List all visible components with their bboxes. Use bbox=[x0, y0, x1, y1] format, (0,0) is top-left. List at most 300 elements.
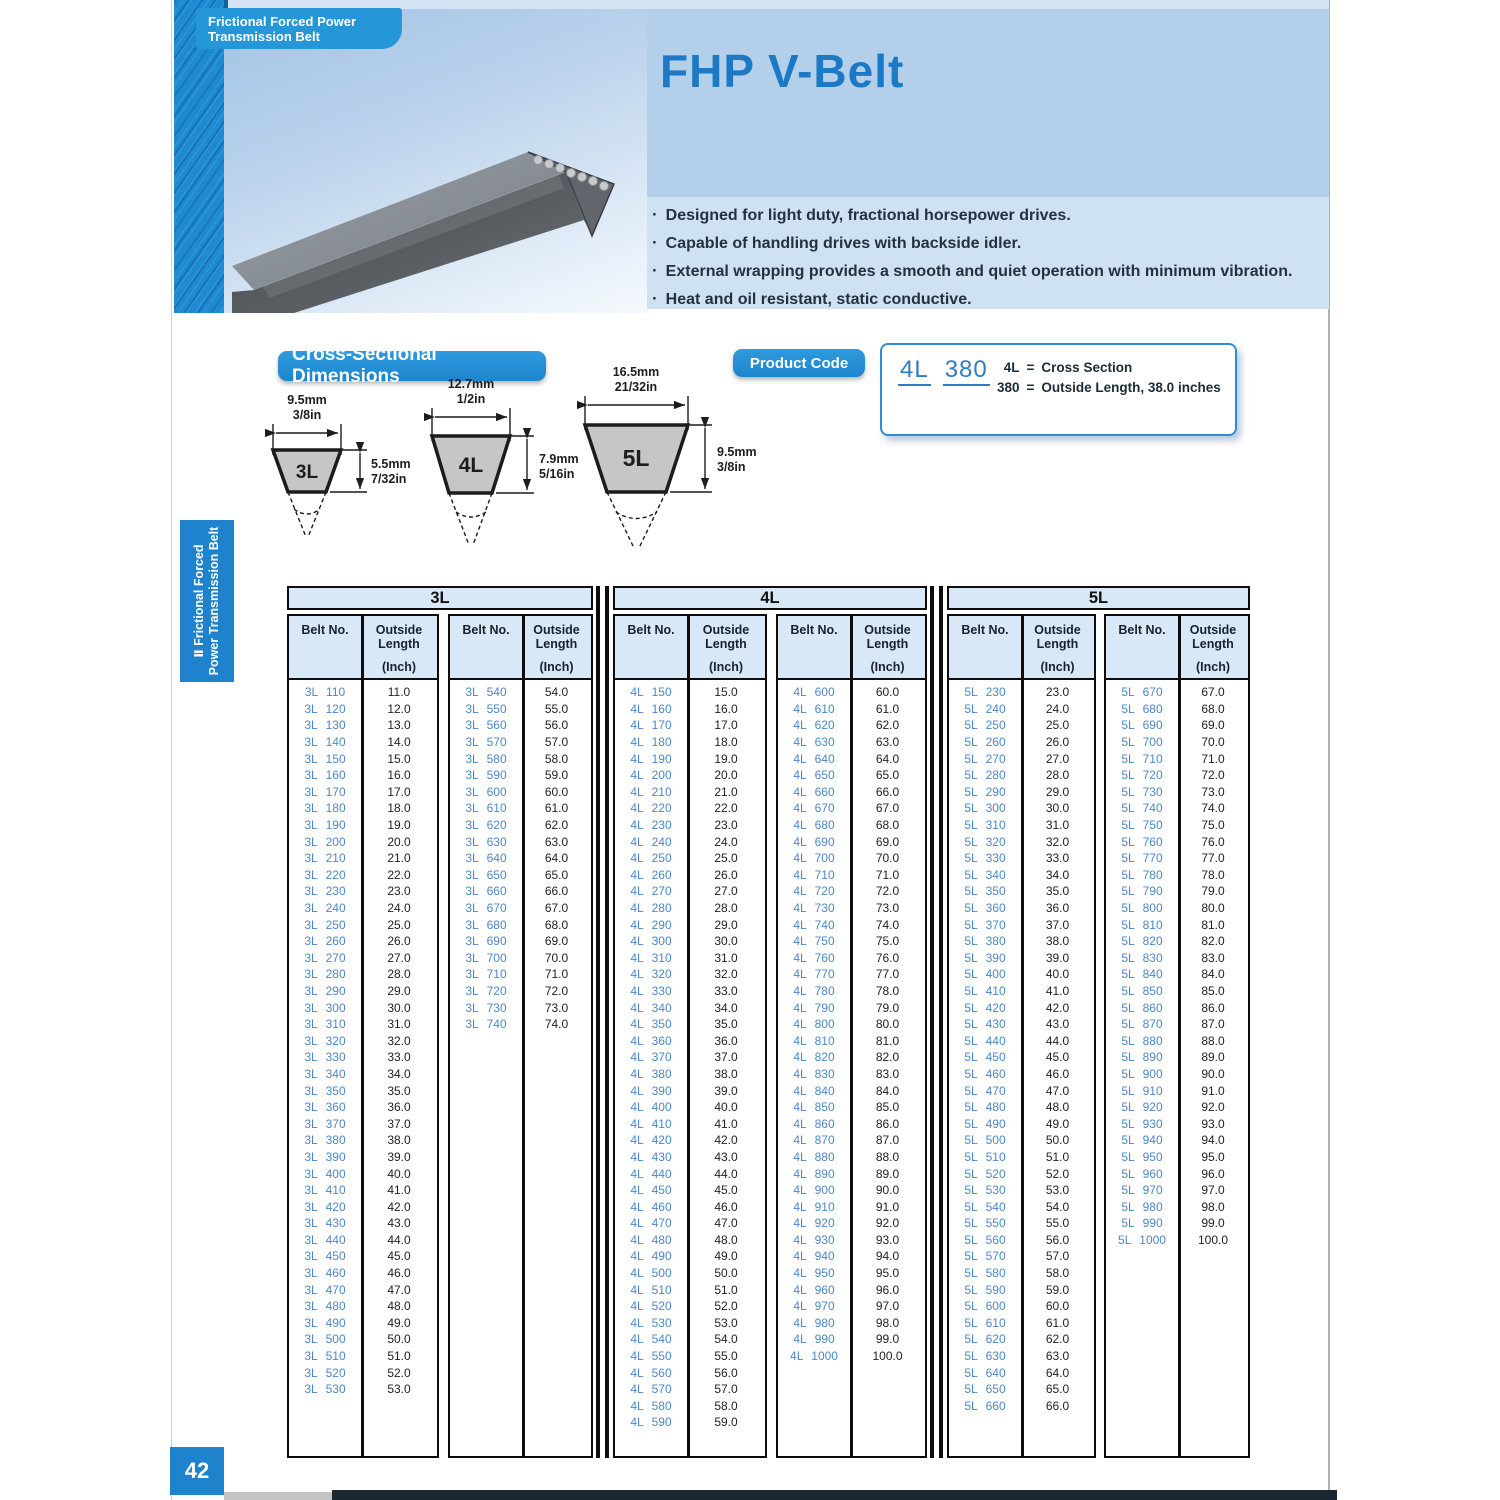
length-cell: 37.0 bbox=[1045, 917, 1070, 932]
length-cell: 77.0 bbox=[1201, 851, 1225, 866]
length-cell: 69.0 bbox=[875, 834, 900, 849]
table-row bbox=[289, 999, 437, 1016]
length-cell: 73.0 bbox=[1201, 784, 1225, 799]
length-cell: 73.0 bbox=[544, 1000, 569, 1015]
table-row bbox=[289, 1132, 437, 1149]
table-row bbox=[1106, 1165, 1248, 1182]
product-code-length: 380 bbox=[943, 356, 990, 386]
table-row bbox=[615, 883, 765, 900]
belt-no-cell: 4L 280 bbox=[630, 901, 672, 916]
belt-no-cell: 5L 610 bbox=[964, 1315, 1006, 1330]
table-rows bbox=[289, 680, 437, 1456]
length-cell: 74.0 bbox=[1201, 801, 1225, 816]
belt-no-cell: 4L 860 bbox=[793, 1116, 835, 1131]
table-row bbox=[778, 916, 925, 933]
table-row bbox=[450, 983, 591, 1000]
length-cell: 26.0 bbox=[1045, 735, 1070, 750]
belt-no-cell: 4L 250 bbox=[630, 851, 672, 866]
table-row bbox=[949, 983, 1094, 1000]
length-cell: 30.0 bbox=[1045, 801, 1070, 816]
length-cell: 47.0 bbox=[714, 1216, 738, 1231]
belt-no-cell: 5L 380 bbox=[964, 934, 1006, 949]
length-cell: 98.0 bbox=[875, 1315, 900, 1330]
belt-no-cell: 5L 660 bbox=[964, 1398, 1006, 1413]
belt-table bbox=[287, 586, 1338, 1458]
belt-no-cell: 3L 140 bbox=[304, 735, 346, 750]
length-cell: 55.0 bbox=[714, 1349, 738, 1364]
belt-no-cell: 3L 290 bbox=[304, 983, 346, 998]
table-row bbox=[1106, 1182, 1248, 1199]
belt-no-cell: 5L 960 bbox=[1121, 1166, 1163, 1181]
table-row bbox=[949, 900, 1094, 917]
col-header-length-text: Outside Length bbox=[1034, 623, 1081, 651]
table-row bbox=[615, 1398, 765, 1415]
length-cell: 78.0 bbox=[875, 983, 900, 998]
length-cell: 79.0 bbox=[875, 1000, 900, 1015]
section-header-3l: 3L bbox=[287, 586, 593, 610]
length-cell: 49.0 bbox=[714, 1249, 738, 1264]
table-row bbox=[289, 1281, 437, 1298]
product-code-cross-section: 4L bbox=[898, 356, 931, 386]
belt-no-cell: 3L 490 bbox=[304, 1315, 346, 1330]
belt-no-cell: 3L 590 bbox=[465, 768, 507, 783]
table-row bbox=[615, 1315, 765, 1332]
belt-no-cell: 4L 320 bbox=[630, 967, 672, 982]
belt-no-cell: 4L 450 bbox=[630, 1183, 672, 1198]
belt-no-cell: 3L 500 bbox=[304, 1332, 346, 1347]
table-row bbox=[289, 867, 437, 884]
length-cell: 41.0 bbox=[714, 1116, 738, 1131]
page-edge-left bbox=[171, 0, 172, 1500]
table-row bbox=[289, 1298, 437, 1315]
belt-no-cell: 3L 420 bbox=[304, 1199, 346, 1214]
length-cell: 53.0 bbox=[387, 1382, 411, 1397]
length-cell: 89.0 bbox=[875, 1166, 900, 1181]
belt-no-cell: 5L 980 bbox=[1121, 1199, 1163, 1214]
profile-3l-diagram bbox=[273, 424, 367, 537]
belt-no-cell: 4L 670 bbox=[793, 801, 835, 816]
table-row bbox=[289, 1232, 437, 1249]
length-cell: 45.0 bbox=[714, 1183, 738, 1198]
table-rows bbox=[450, 680, 591, 1456]
length-cell: 71.0 bbox=[1201, 751, 1225, 766]
belt-no-cell: 3L 550 bbox=[465, 701, 507, 716]
table-row bbox=[450, 833, 591, 850]
length-cell: 75.0 bbox=[875, 934, 900, 949]
length-cell: 90.0 bbox=[875, 1183, 900, 1198]
length-cell: 83.0 bbox=[875, 1066, 900, 1081]
length-cell: 91.0 bbox=[875, 1199, 900, 1214]
length-cell: 86.0 bbox=[1201, 1000, 1225, 1015]
legend-equals: = bbox=[1026, 360, 1035, 375]
belt-no-cell: 4L 990 bbox=[793, 1332, 835, 1347]
table-row bbox=[289, 767, 437, 784]
belt-no-cell: 3L 660 bbox=[465, 884, 507, 899]
table-row bbox=[615, 1331, 765, 1348]
table-row bbox=[778, 1248, 925, 1265]
length-cell: 24.0 bbox=[1045, 701, 1070, 716]
belt-no-cell: 3L 510 bbox=[304, 1349, 346, 1364]
table-row bbox=[1106, 784, 1248, 801]
length-cell: 25.0 bbox=[387, 917, 411, 932]
col-header-belt-no: Belt No. bbox=[301, 623, 349, 637]
length-cell: 22.0 bbox=[714, 801, 738, 816]
belt-no-cell: 3L 520 bbox=[304, 1365, 346, 1380]
belt-no-cell: 4L 720 bbox=[793, 884, 835, 899]
length-cell: 37.0 bbox=[387, 1116, 411, 1131]
table-row bbox=[949, 1398, 1094, 1415]
table-row bbox=[615, 717, 765, 734]
table-row bbox=[450, 717, 591, 734]
belt-no-cell: 3L 740 bbox=[465, 1017, 507, 1032]
belt-no-cell: 3L 680 bbox=[465, 917, 507, 932]
dim-4l-width-mm: 12.7mm bbox=[447, 377, 495, 391]
belt-no-cell: 4L 850 bbox=[793, 1100, 835, 1115]
belt-no-cell: 3L 340 bbox=[304, 1066, 346, 1081]
belt-no-cell: 4L 580 bbox=[630, 1398, 672, 1413]
table-row bbox=[450, 701, 591, 718]
table-row bbox=[949, 1364, 1094, 1381]
length-cell: 43.0 bbox=[714, 1149, 738, 1164]
col-header-unit: (Inch) bbox=[1195, 660, 1231, 674]
table-row bbox=[1106, 701, 1248, 718]
length-cell: 68.0 bbox=[875, 818, 900, 833]
col-header-outside-length bbox=[1021, 616, 1094, 678]
table-row bbox=[615, 1232, 765, 1249]
dim-4l-width-in: 1/2in bbox=[456, 392, 486, 406]
belt-no-cell: 5L 570 bbox=[964, 1249, 1006, 1264]
length-cell: 67.0 bbox=[544, 901, 569, 916]
length-cell: 51.0 bbox=[387, 1349, 411, 1364]
subtable-4l-1 bbox=[613, 614, 767, 1458]
length-cell: 57.0 bbox=[544, 735, 569, 750]
table-row bbox=[1106, 833, 1248, 850]
length-cell: 81.0 bbox=[1201, 917, 1225, 932]
table-row bbox=[615, 900, 765, 917]
length-cell: 96.0 bbox=[1201, 1166, 1225, 1181]
table-row bbox=[949, 933, 1094, 950]
belt-no-cell: 3L 180 bbox=[304, 801, 346, 816]
length-cell: 20.0 bbox=[714, 768, 738, 783]
length-cell: 63.0 bbox=[544, 834, 569, 849]
length-cell: 58.0 bbox=[714, 1398, 738, 1413]
length-cell: 48.0 bbox=[714, 1232, 738, 1247]
belt-no-cell: 5L 710 bbox=[1121, 751, 1163, 766]
length-cell: 68.0 bbox=[544, 917, 569, 932]
table-row bbox=[949, 999, 1094, 1016]
table-row bbox=[450, 999, 591, 1016]
dim-5l-height-in: 3/8in bbox=[717, 460, 746, 474]
belt-no-cell: 5L 600 bbox=[964, 1299, 1006, 1314]
belt-no-cell: 5L 590 bbox=[964, 1282, 1006, 1297]
subtable-3l-2 bbox=[448, 614, 593, 1458]
length-cell: 100.0 bbox=[872, 1349, 903, 1364]
length-cell: 76.0 bbox=[1201, 834, 1225, 849]
table-rows bbox=[615, 680, 765, 1456]
bullet-icon: · bbox=[652, 289, 658, 308]
belt-no-cell: 5L 270 bbox=[964, 751, 1006, 766]
table-row bbox=[289, 717, 437, 734]
table-row bbox=[289, 1099, 437, 1116]
belt-no-cell: 5L 930 bbox=[1121, 1116, 1163, 1131]
col-header-unit: (Inch) bbox=[870, 660, 905, 674]
table-row bbox=[949, 1115, 1094, 1132]
table-row bbox=[1106, 1049, 1248, 1066]
table-row bbox=[1106, 933, 1248, 950]
length-cell: 42.0 bbox=[1045, 1000, 1070, 1015]
feature-item bbox=[652, 257, 1328, 285]
belt-no-cell: 5L 500 bbox=[964, 1133, 1006, 1148]
belt-no-cell: 3L 310 bbox=[304, 1017, 346, 1032]
table-row bbox=[450, 684, 591, 701]
belt-no-cell: 3L 640 bbox=[465, 851, 507, 866]
feature-item bbox=[652, 285, 1328, 313]
belt-no-cell: 5L 440 bbox=[964, 1033, 1006, 1048]
v-belt-photo bbox=[232, 140, 652, 313]
belt-no-cell: 5L 950 bbox=[1121, 1149, 1163, 1164]
table-row bbox=[949, 1381, 1094, 1398]
table-row bbox=[289, 734, 437, 751]
table-row bbox=[778, 1082, 925, 1099]
col-header-belt-no: Belt No. bbox=[1118, 623, 1166, 637]
table-section-3l bbox=[287, 586, 593, 1458]
length-cell: 85.0 bbox=[875, 1100, 900, 1115]
belt-no-cell: 4L 790 bbox=[793, 1000, 835, 1015]
length-cell: 45.0 bbox=[1045, 1050, 1070, 1065]
table-row bbox=[450, 966, 591, 983]
length-cell: 63.0 bbox=[1045, 1349, 1070, 1364]
length-cell: 23.0 bbox=[1045, 685, 1070, 700]
length-cell: 32.0 bbox=[714, 967, 738, 982]
table-row bbox=[615, 1381, 765, 1398]
col-header-length-text: Outside Length bbox=[533, 623, 580, 651]
table-row bbox=[450, 1016, 591, 1033]
table-row bbox=[289, 916, 437, 933]
belt-no-cell: 3L 250 bbox=[304, 917, 346, 932]
table-row bbox=[778, 701, 925, 718]
table-row bbox=[615, 1165, 765, 1182]
length-cell: 38.0 bbox=[387, 1133, 411, 1148]
length-cell: 38.0 bbox=[714, 1066, 738, 1081]
col-header-length-text: Outside Length bbox=[375, 623, 423, 651]
section-header-4l: 4L bbox=[613, 586, 927, 610]
bullet-icon: · bbox=[652, 233, 658, 252]
belt-no-cell: 3L 430 bbox=[304, 1216, 346, 1231]
belt-no-cell: 4L 600 bbox=[793, 685, 835, 700]
length-cell: 61.0 bbox=[544, 801, 569, 816]
table-row bbox=[778, 750, 925, 767]
table-row bbox=[1106, 966, 1248, 983]
table-row bbox=[615, 950, 765, 967]
table-row bbox=[778, 1315, 925, 1332]
profile-5l-label: 5L bbox=[622, 445, 650, 471]
length-cell: 94.0 bbox=[1201, 1133, 1225, 1148]
table-row bbox=[778, 1165, 925, 1182]
table-row bbox=[778, 966, 925, 983]
table-row bbox=[1106, 717, 1248, 734]
length-cell: 53.0 bbox=[1045, 1183, 1070, 1198]
length-cell: 15.0 bbox=[714, 685, 738, 700]
length-cell: 92.0 bbox=[875, 1216, 900, 1231]
dim-5l-height-mm: 9.5mm bbox=[717, 445, 757, 459]
belt-no-cell: 3L 410 bbox=[304, 1183, 346, 1198]
legend-equals: = bbox=[1026, 380, 1035, 395]
belt-no-cell: 5L 330 bbox=[964, 851, 1006, 866]
length-cell: 17.0 bbox=[714, 718, 738, 733]
table-row bbox=[1106, 1082, 1248, 1099]
profile-4l-label: 4L bbox=[458, 454, 484, 477]
length-cell: 50.0 bbox=[1045, 1133, 1070, 1148]
belt-no-cell: 5L 470 bbox=[964, 1083, 1006, 1098]
belt-no-cell: 4L 690 bbox=[793, 834, 835, 849]
table-row bbox=[949, 1032, 1094, 1049]
side-tab-line2: Power Transmission Belt bbox=[207, 526, 221, 676]
table-row bbox=[949, 1149, 1094, 1166]
belt-no-cell: 3L 470 bbox=[304, 1282, 346, 1297]
feature-item bbox=[652, 201, 1328, 229]
footer-gray-strip bbox=[224, 1492, 332, 1500]
length-cell: 28.0 bbox=[387, 967, 411, 982]
table-row bbox=[1106, 900, 1248, 917]
table-row bbox=[289, 950, 437, 967]
length-cell: 25.0 bbox=[714, 851, 738, 866]
col-header-outside-length bbox=[1178, 616, 1248, 678]
belt-no-cell: 3L 460 bbox=[304, 1266, 346, 1281]
belt-no-cell: 5L 530 bbox=[964, 1183, 1006, 1198]
belt-no-cell: 4L 360 bbox=[630, 1033, 672, 1048]
col-header-length-text: Outside Length bbox=[864, 623, 911, 651]
table-row bbox=[289, 1115, 437, 1132]
table-row bbox=[1106, 1132, 1248, 1149]
length-cell: 42.0 bbox=[387, 1199, 411, 1214]
belt-no-cell: 5L 490 bbox=[964, 1116, 1006, 1131]
table-row bbox=[289, 750, 437, 767]
col-header-unit: (Inch) bbox=[381, 660, 417, 674]
side-tab-section bbox=[180, 520, 234, 682]
table-row bbox=[949, 1315, 1094, 1332]
table-row bbox=[289, 850, 437, 867]
belt-no-cell: 5L 720 bbox=[1121, 768, 1163, 783]
table-row bbox=[1106, 916, 1248, 933]
length-cell: 90.0 bbox=[1201, 1066, 1225, 1081]
table-row bbox=[450, 817, 591, 834]
belt-no-cell: 4L 270 bbox=[630, 884, 672, 899]
section-separator bbox=[596, 586, 609, 1458]
length-cell: 19.0 bbox=[714, 751, 738, 766]
belt-no-cell: 4L 560 bbox=[630, 1365, 672, 1380]
length-cell: 61.0 bbox=[1045, 1315, 1070, 1330]
length-cell: 18.0 bbox=[714, 735, 738, 750]
belt-no-cell: 4L 570 bbox=[630, 1382, 672, 1397]
belt-no-cell: 5L 510 bbox=[964, 1149, 1006, 1164]
table-row bbox=[949, 1348, 1094, 1365]
belt-no-cell: 3L 200 bbox=[304, 834, 346, 849]
length-cell: 54.0 bbox=[544, 685, 569, 700]
table-row bbox=[949, 1298, 1094, 1315]
legend-key: 4L bbox=[1003, 360, 1020, 375]
col-header-outside-length bbox=[361, 616, 437, 678]
length-cell: 30.0 bbox=[714, 934, 738, 949]
belt-no-cell: 3L 580 bbox=[465, 751, 507, 766]
belt-no-cell: 5L 360 bbox=[964, 901, 1006, 916]
col-header-length-text: Outside Length bbox=[702, 623, 750, 651]
table-row bbox=[1106, 1198, 1248, 1215]
length-cell: 54.0 bbox=[1045, 1199, 1070, 1214]
belt-no-cell: 4L 190 bbox=[630, 751, 672, 766]
belt-no-cell: 5L 810 bbox=[1121, 917, 1163, 932]
table-row bbox=[1106, 950, 1248, 967]
length-cell: 68.0 bbox=[1201, 701, 1225, 716]
length-cell: 58.0 bbox=[544, 751, 569, 766]
length-cell: 40.0 bbox=[714, 1100, 738, 1115]
length-cell: 26.0 bbox=[714, 867, 738, 882]
length-cell: 56.0 bbox=[1045, 1232, 1070, 1247]
cross-section-diagrams bbox=[250, 360, 790, 590]
length-cell: 31.0 bbox=[387, 1017, 411, 1032]
length-cell: 79.0 bbox=[1201, 884, 1225, 899]
length-cell: 80.0 bbox=[1201, 901, 1225, 916]
table-row bbox=[949, 1132, 1094, 1149]
table-row bbox=[949, 784, 1094, 801]
length-cell: 55.0 bbox=[1045, 1216, 1070, 1231]
belt-no-cell: 5L 670 bbox=[1121, 685, 1163, 700]
length-cell: 52.0 bbox=[1045, 1166, 1070, 1181]
length-cell: 84.0 bbox=[1201, 967, 1225, 982]
length-cell: 76.0 bbox=[875, 950, 900, 965]
table-row bbox=[1106, 1066, 1248, 1083]
table-row bbox=[289, 1248, 437, 1265]
belt-no-cell: 5L 690 bbox=[1121, 718, 1163, 733]
belt-no-cell: 3L 240 bbox=[304, 901, 346, 916]
length-cell: 35.0 bbox=[1045, 884, 1070, 899]
table-row bbox=[289, 833, 437, 850]
length-cell: 91.0 bbox=[1201, 1083, 1225, 1098]
length-cell: 39.0 bbox=[714, 1083, 738, 1098]
dim-5l-width-mm: 16.5mm bbox=[612, 365, 660, 379]
belt-no-cell: 4L 150 bbox=[630, 685, 672, 700]
product-code-example bbox=[898, 356, 1002, 384]
belt-no-cell: 5L 430 bbox=[964, 1017, 1006, 1032]
section-header-5l: 5L bbox=[947, 586, 1250, 610]
belt-no-cell: 4L 220 bbox=[630, 801, 672, 816]
belt-no-cell: 5L 820 bbox=[1121, 934, 1163, 949]
belt-no-cell: 5L 830 bbox=[1121, 950, 1163, 965]
length-cell: 29.0 bbox=[714, 917, 738, 932]
belt-no-cell: 4L 780 bbox=[793, 983, 835, 998]
table-row bbox=[615, 1215, 765, 1232]
length-cell: 27.0 bbox=[387, 950, 411, 965]
col-header-belt-no: Belt No. bbox=[462, 623, 510, 637]
table-row bbox=[615, 750, 765, 767]
belt-no-cell: 5L 750 bbox=[1121, 818, 1163, 833]
length-cell: 38.0 bbox=[1045, 934, 1070, 949]
length-cell: 39.0 bbox=[1045, 950, 1070, 965]
feature-item bbox=[652, 229, 1328, 257]
table-row bbox=[289, 883, 437, 900]
table-row bbox=[1106, 800, 1248, 817]
product-code-legend bbox=[997, 360, 1221, 395]
belt-no-cell: 4L 410 bbox=[630, 1116, 672, 1131]
col-header-outside-length bbox=[522, 616, 591, 678]
length-cell: 46.0 bbox=[387, 1266, 411, 1281]
table-row bbox=[450, 850, 591, 867]
length-cell: 29.0 bbox=[1045, 784, 1070, 799]
belt-no-cell: 4L 520 bbox=[630, 1299, 672, 1314]
belt-no-cell: 4L 730 bbox=[793, 901, 835, 916]
length-cell: 34.0 bbox=[714, 1000, 738, 1015]
length-cell: 40.0 bbox=[387, 1166, 411, 1181]
belt-no-cell: 4L 530 bbox=[630, 1315, 672, 1330]
